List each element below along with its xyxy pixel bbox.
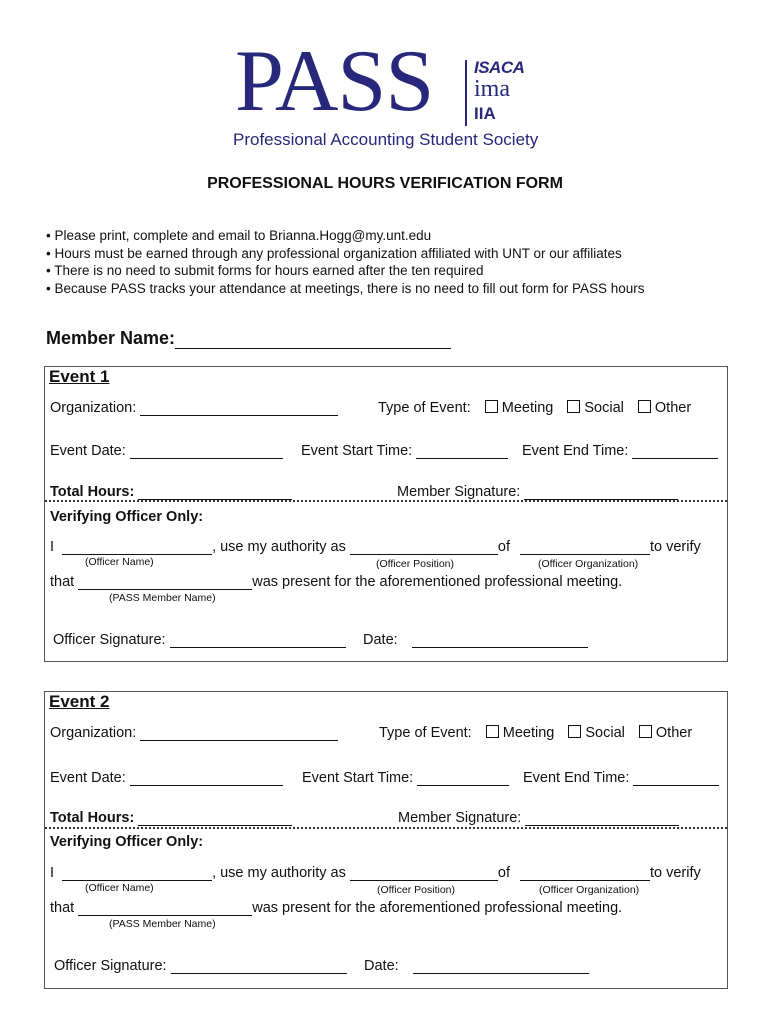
officer-signature-label: Officer Signature:: [53, 632, 166, 648]
verify-statement-row: [50, 865, 701, 881]
event-date-label: Event Date:: [50, 443, 126, 459]
to-verify-label: to verify: [650, 865, 701, 881]
pass-member-name-field[interactable]: [78, 589, 252, 590]
of-label: of: [497, 865, 510, 881]
use-authority-label: , use my authority as: [212, 539, 346, 555]
verifying-officer-heading: Verifying Officer Only:: [50, 834, 204, 850]
social-checkbox[interactable]: [568, 725, 581, 738]
officer-position-caption: (Officer Position): [377, 884, 455, 896]
instructions-list: [46, 227, 645, 297]
event-title: Event 2: [49, 692, 110, 711]
event-type-row: [378, 400, 691, 416]
officer-organization-caption: (Officer Organization): [538, 558, 639, 570]
was-present-label: was present for the aforementioned professional meeting.: [252, 574, 623, 590]
that-row: [50, 574, 622, 590]
pass-member-name-field[interactable]: [78, 915, 252, 916]
i-label: I: [50, 865, 55, 881]
start-time-row: [301, 443, 508, 459]
of-label: of: [497, 539, 510, 555]
i-label: I: [50, 539, 55, 555]
event-date-row: [50, 443, 283, 459]
total-hours-label: Total Hours:: [50, 810, 135, 826]
form-title: PROFESSIONAL HOURS VERIFICATION FORM: [207, 175, 563, 192]
officer-name-field[interactable]: [62, 554, 212, 555]
event-date-field[interactable]: [130, 785, 283, 786]
logo-subtitle: Professional Accounting Student Society: [233, 130, 539, 149]
pass-member-name-caption: (PASS Member Name): [109, 918, 216, 930]
officer-signature-row: [53, 632, 346, 648]
organization-field[interactable]: [140, 415, 338, 416]
logo-isaca: ISACA: [474, 58, 525, 77]
end-time-row: [522, 443, 718, 459]
start-time-field[interactable]: [416, 458, 508, 459]
officer-signature-label: Officer Signature:: [54, 958, 167, 974]
total-hours-label: Total Hours:: [50, 484, 135, 500]
instruction-item: • Hours must be earned through any professional organization affiliated with UNT or our affiliates: [46, 245, 622, 261]
that-label: that: [50, 574, 75, 590]
instruction-item: • Please print, complete and email to Brianna.Hogg@my.unt.edu: [46, 228, 432, 243]
event-title: Event 1: [49, 367, 110, 386]
dotted-separator: [45, 827, 727, 829]
organization-label: Organization:: [50, 725, 137, 741]
instruction-item: • Because PASS tracks your attendance at meetings, there is no need to fill out form for PASS hours: [46, 280, 645, 296]
other-label: Other: [654, 400, 692, 416]
instruction-item: • There is no need to submit forms for hours earned after the ten required: [46, 263, 484, 278]
other-checkbox[interactable]: [638, 400, 651, 413]
logo-ima: ima: [474, 76, 510, 102]
other-checkbox[interactable]: [639, 725, 652, 738]
meeting-label: Meeting: [502, 725, 555, 741]
member-name-row: [46, 328, 451, 349]
total-hours-row: [50, 484, 292, 500]
officer-position-field[interactable]: [350, 554, 498, 555]
officer-organization-field[interactable]: [520, 880, 650, 881]
meeting-label: Meeting: [501, 400, 554, 416]
member-signature-field[interactable]: [525, 825, 679, 826]
other-label: Other: [655, 725, 693, 741]
member-name-label: Member Name:: [46, 328, 176, 348]
start-time-row: [302, 770, 509, 786]
organization-label: Organization:: [50, 400, 137, 416]
meeting-checkbox[interactable]: [486, 725, 499, 738]
to-verify-label: to verify: [650, 539, 701, 555]
logo-pass-wordmark: PASS: [235, 33, 434, 130]
officer-position-caption: (Officer Position): [376, 558, 454, 570]
member-signature-label: Member Signature:: [398, 810, 522, 826]
event-date-label: Event Date:: [50, 770, 126, 786]
end-time-label: Event End Time:: [522, 443, 629, 459]
member-signature-row: [397, 484, 678, 500]
end-time-field[interactable]: [632, 458, 718, 459]
social-checkbox[interactable]: [567, 400, 580, 413]
officer-position-field[interactable]: [350, 880, 498, 881]
start-time-label: Event Start Time:: [301, 443, 413, 459]
event-date-row: [50, 770, 283, 786]
event-1-section: [44, 366, 728, 662]
that-label: that: [50, 900, 75, 916]
that-row: [50, 900, 622, 916]
officer-name-caption: (Officer Name): [85, 882, 154, 894]
start-time-label: Event Start Time:: [302, 770, 414, 786]
member-signature-row: [398, 810, 679, 826]
date-row: [363, 632, 588, 648]
date-field[interactable]: [412, 647, 588, 648]
use-authority-label: , use my authority as: [212, 865, 346, 881]
verifying-officer-heading: Verifying Officer Only:: [50, 509, 204, 525]
pass-member-name-caption: (PASS Member Name): [109, 592, 216, 604]
member-name-field[interactable]: [175, 348, 451, 349]
social-label: Social: [584, 400, 624, 416]
officer-signature-row: [54, 958, 347, 974]
type-of-event-label: Type of Event:: [378, 400, 471, 416]
social-label: Social: [585, 725, 625, 741]
event-date-field[interactable]: [130, 458, 283, 459]
dotted-separator: [45, 500, 727, 502]
start-time-field[interactable]: [417, 785, 509, 786]
officer-organization-caption: (Officer Organization): [539, 884, 640, 896]
total-hours-row: [50, 810, 292, 826]
was-present-label: was present for the aforementioned professional meeting.: [252, 900, 623, 916]
end-time-field[interactable]: [633, 785, 719, 786]
officer-name-caption: (Officer Name): [85, 556, 154, 568]
officer-name-field[interactable]: [62, 880, 212, 881]
event-2-section: [44, 691, 728, 989]
end-time-row: [523, 770, 719, 786]
event-type-row: [379, 725, 692, 741]
organization-field[interactable]: [140, 740, 338, 741]
officer-signature-field[interactable]: [171, 973, 347, 974]
type-of-event-label: Type of Event:: [379, 725, 472, 741]
date-field[interactable]: [413, 973, 589, 974]
logo-iia: IIA: [474, 104, 496, 123]
meeting-checkbox[interactable]: [485, 400, 498, 413]
verify-statement-row: [50, 539, 701, 555]
organization-row: [50, 400, 338, 416]
end-time-label: Event End Time:: [523, 770, 630, 786]
logo-divider: [465, 60, 467, 126]
officer-signature-field[interactable]: [170, 647, 346, 648]
organization-row: [50, 725, 338, 741]
date-label: Date:: [364, 958, 399, 974]
date-label: Date:: [363, 632, 398, 648]
officer-organization-field[interactable]: [520, 554, 650, 555]
member-signature-label: Member Signature:: [397, 484, 521, 500]
date-row: [364, 958, 589, 974]
total-hours-field[interactable]: [138, 825, 292, 826]
